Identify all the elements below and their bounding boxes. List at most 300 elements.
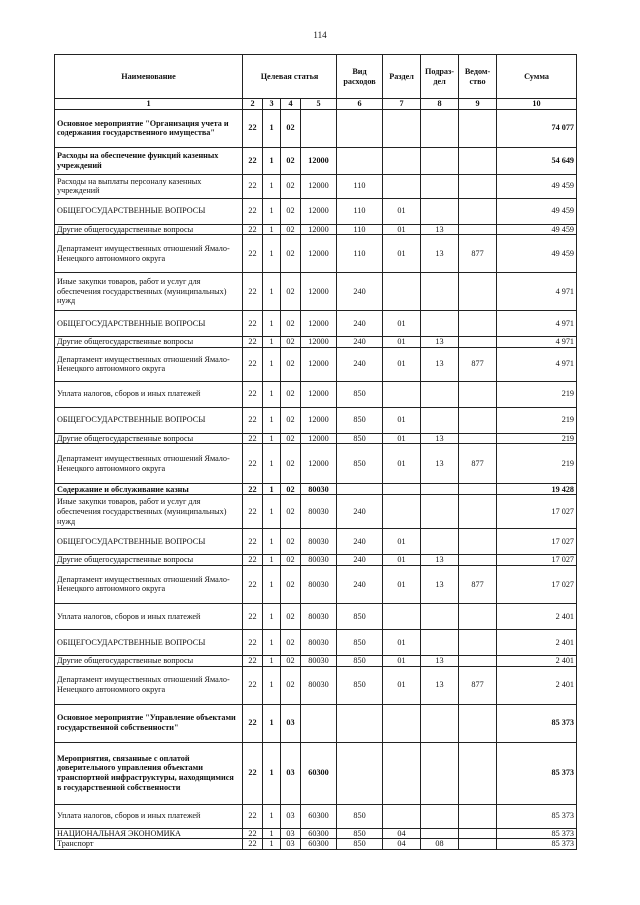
row-target-direction	[301, 109, 337, 147]
row-target-direction: 80030	[301, 655, 337, 666]
table-row	[55, 603, 577, 629]
row-target-activity: 02	[281, 603, 301, 629]
row-section: 01	[383, 235, 421, 273]
row-department	[459, 704, 497, 742]
table-row	[55, 147, 577, 174]
row-target-program: 22	[243, 655, 263, 666]
row-expense-type: 850	[337, 603, 383, 629]
row-section	[383, 804, 421, 828]
row-subsection	[421, 704, 459, 742]
row-section	[383, 147, 421, 174]
row-department	[459, 839, 497, 850]
row-amount: 2 401	[497, 629, 577, 655]
row-section: 01	[383, 407, 421, 433]
header-row	[55, 55, 577, 99]
row-target-subprogram: 1	[263, 444, 281, 484]
table-row	[55, 828, 577, 839]
row-section: 01	[383, 337, 421, 348]
row-expense-type	[337, 147, 383, 174]
row-target-subprogram: 1	[263, 273, 281, 311]
row-amount: 2 401	[497, 655, 577, 666]
row-expense-type: 850	[337, 381, 383, 407]
row-amount: 219	[497, 381, 577, 407]
row-section: 04	[383, 839, 421, 850]
row-name: Департамент имущественных отношений Ямало-Ненецкого автономного округа	[55, 666, 243, 704]
row-target-program: 22	[243, 337, 263, 348]
row-subsection	[421, 742, 459, 804]
row-name: НАЦИОНАЛЬНАЯ ЭКОНОМИКА	[55, 828, 243, 839]
row-expense-type: 240	[337, 273, 383, 311]
row-target-subprogram: 1	[263, 495, 281, 529]
row-expense-type: 240	[337, 347, 383, 381]
row-department	[459, 311, 497, 337]
row-target-activity: 02	[281, 565, 301, 603]
row-target-subprogram: 1	[263, 603, 281, 629]
header-amount: Сумма	[497, 55, 577, 99]
row-department	[459, 742, 497, 804]
row-expense-type	[337, 704, 383, 742]
row-section: 01	[383, 629, 421, 655]
row-target-subprogram: 1	[263, 337, 281, 348]
table-row	[55, 444, 577, 484]
row-target-direction: 80030	[301, 565, 337, 603]
row-target-subprogram: 1	[263, 484, 281, 495]
row-target-activity: 02	[281, 224, 301, 235]
row-department	[459, 337, 497, 348]
row-department	[459, 629, 497, 655]
row-subsection	[421, 311, 459, 337]
row-section	[383, 495, 421, 529]
row-expense-type	[337, 742, 383, 804]
row-subsection	[421, 147, 459, 174]
row-department: 877	[459, 347, 497, 381]
row-amount: 19 428	[497, 484, 577, 495]
page-number: 114	[313, 30, 327, 40]
row-target-activity: 02	[281, 381, 301, 407]
row-target-direction: 12000	[301, 147, 337, 174]
row-department	[459, 655, 497, 666]
row-target-activity: 02	[281, 433, 301, 444]
row-target-subprogram: 1	[263, 704, 281, 742]
row-section: 01	[383, 433, 421, 444]
row-subsection: 13	[421, 347, 459, 381]
row-amount: 219	[497, 444, 577, 484]
row-name: Департамент имущественных отношений Ямало-Ненецкого автономного округа	[55, 444, 243, 484]
row-target-subprogram: 1	[263, 828, 281, 839]
row-target-subprogram: 1	[263, 655, 281, 666]
row-target-direction: 12000	[301, 381, 337, 407]
row-target-subprogram: 1	[263, 407, 281, 433]
row-subsection	[421, 629, 459, 655]
row-target-program: 22	[243, 828, 263, 839]
row-amount: 49 459	[497, 174, 577, 198]
row-name: ОБЩЕГОСУДАРСТВЕННЫЕ ВОПРОСЫ	[55, 198, 243, 224]
row-target-program: 22	[243, 529, 263, 555]
row-expense-type: 850	[337, 444, 383, 484]
row-department	[459, 433, 497, 444]
row-target-activity: 02	[281, 311, 301, 337]
row-target-direction: 60300	[301, 828, 337, 839]
row-name: Расходы на обеспечение функций казенных учреждений	[55, 147, 243, 174]
row-target-direction: 80030	[301, 629, 337, 655]
row-name: Департамент имущественных отношений Ямало-Ненецкого автономного округа	[55, 565, 243, 603]
table-row	[55, 666, 577, 704]
row-target-program: 22	[243, 495, 263, 529]
row-target-activity: 02	[281, 555, 301, 566]
row-target-direction: 80030	[301, 555, 337, 566]
col-num: 7	[383, 99, 421, 110]
row-department	[459, 495, 497, 529]
row-subsection: 13	[421, 235, 459, 273]
row-amount: 54 649	[497, 147, 577, 174]
row-target-subprogram: 1	[263, 198, 281, 224]
row-target-program: 22	[243, 666, 263, 704]
row-amount: 219	[497, 407, 577, 433]
row-amount: 85 373	[497, 839, 577, 850]
row-subsection: 13	[421, 565, 459, 603]
row-amount: 49 459	[497, 224, 577, 235]
row-subsection	[421, 603, 459, 629]
row-amount: 85 373	[497, 704, 577, 742]
row-target-subprogram: 1	[263, 147, 281, 174]
row-target-direction: 12000	[301, 174, 337, 198]
table-row	[55, 224, 577, 235]
row-target-activity: 02	[281, 198, 301, 224]
row-target-direction: 60300	[301, 742, 337, 804]
row-target-direction: 12000	[301, 273, 337, 311]
row-name: Основное мероприятие "Организация учета и содержания государственного имущества"	[55, 109, 243, 147]
row-target-activity: 02	[281, 655, 301, 666]
row-department	[459, 224, 497, 235]
row-name: Расходы на выплаты персоналу казенных учреждений	[55, 174, 243, 198]
table-row	[55, 174, 577, 198]
row-target-direction: 12000	[301, 433, 337, 444]
row-target-subprogram: 1	[263, 381, 281, 407]
header-subsection: Подраз-дел	[421, 55, 459, 99]
row-target-activity: 02	[281, 235, 301, 273]
row-section: 04	[383, 828, 421, 839]
row-subsection: 13	[421, 433, 459, 444]
row-target-direction: 12000	[301, 407, 337, 433]
row-department	[459, 109, 497, 147]
row-target-direction: 12000	[301, 235, 337, 273]
row-subsection	[421, 828, 459, 839]
table-row	[55, 109, 577, 147]
row-amount: 17 027	[497, 529, 577, 555]
row-target-program: 22	[243, 603, 263, 629]
row-expense-type: 850	[337, 839, 383, 850]
row-target-subprogram: 1	[263, 742, 281, 804]
row-name: Другие общегосударственные вопросы	[55, 433, 243, 444]
table-row	[55, 655, 577, 666]
table-row	[55, 529, 577, 555]
row-target-activity: 02	[281, 347, 301, 381]
row-subsection: 08	[421, 839, 459, 850]
row-target-subprogram: 1	[263, 347, 281, 381]
row-target-activity: 02	[281, 484, 301, 495]
row-amount: 2 401	[497, 666, 577, 704]
row-target-activity: 02	[281, 495, 301, 529]
row-name: Транспорт	[55, 839, 243, 850]
row-subsection	[421, 273, 459, 311]
row-target-program: 22	[243, 198, 263, 224]
table-row	[55, 565, 577, 603]
row-name: Департамент имущественных отношений Ямало-Ненецкого автономного округа	[55, 235, 243, 273]
row-department	[459, 381, 497, 407]
table-row	[55, 407, 577, 433]
row-target-direction: 80030	[301, 495, 337, 529]
column-number-row	[55, 99, 577, 110]
row-name: Иные закупки товаров, работ и услуг для обеспечения государственных (муниципальных) нужд	[55, 495, 243, 529]
row-expense-type: 850	[337, 804, 383, 828]
row-expense-type: 850	[337, 655, 383, 666]
row-target-subprogram: 1	[263, 224, 281, 235]
row-name: Основное мероприятие "Управление объектами государственной собственности"	[55, 704, 243, 742]
row-name: Другие общегосударственные вопросы	[55, 224, 243, 235]
row-amount: 17 027	[497, 565, 577, 603]
col-num: 1	[55, 99, 243, 110]
row-target-program: 22	[243, 742, 263, 804]
row-expense-type: 850	[337, 433, 383, 444]
row-subsection	[421, 484, 459, 495]
row-section: 01	[383, 444, 421, 484]
table-row	[55, 198, 577, 224]
row-name: ОБЩЕГОСУДАРСТВЕННЫЕ ВОПРОСЫ	[55, 629, 243, 655]
row-name: ОБЩЕГОСУДАРСТВЕННЫЕ ВОПРОСЫ	[55, 529, 243, 555]
row-expense-type: 240	[337, 555, 383, 566]
row-subsection: 13	[421, 666, 459, 704]
row-subsection	[421, 529, 459, 555]
row-target-subprogram: 1	[263, 629, 281, 655]
header-expense-type: Вид расходов	[337, 55, 383, 99]
row-target-direction: 12000	[301, 337, 337, 348]
row-subsection	[421, 381, 459, 407]
row-expense-type: 240	[337, 565, 383, 603]
row-subsection	[421, 174, 459, 198]
row-amount: 85 373	[497, 828, 577, 839]
row-amount: 2 401	[497, 603, 577, 629]
row-name: Уплата налогов, сборов и иных платежей	[55, 804, 243, 828]
row-target-direction: 60300	[301, 804, 337, 828]
row-subsection	[421, 109, 459, 147]
row-expense-type: 240	[337, 529, 383, 555]
row-section: 01	[383, 198, 421, 224]
col-num: 8	[421, 99, 459, 110]
row-department	[459, 147, 497, 174]
row-amount: 219	[497, 433, 577, 444]
row-section	[383, 174, 421, 198]
row-target-activity: 03	[281, 704, 301, 742]
row-department	[459, 407, 497, 433]
row-department	[459, 828, 497, 839]
row-target-activity: 02	[281, 629, 301, 655]
row-section: 01	[383, 529, 421, 555]
row-target-activity: 02	[281, 666, 301, 704]
row-name: Другие общегосударственные вопросы	[55, 337, 243, 348]
row-target-activity: 02	[281, 444, 301, 484]
row-section	[383, 742, 421, 804]
row-amount: 49 459	[497, 235, 577, 273]
table-row	[55, 347, 577, 381]
row-subsection: 13	[421, 555, 459, 566]
row-target-subprogram: 1	[263, 174, 281, 198]
row-target-program: 22	[243, 484, 263, 495]
row-amount: 17 027	[497, 555, 577, 566]
row-target-activity: 03	[281, 742, 301, 804]
row-amount: 74 077	[497, 109, 577, 147]
row-target-program: 22	[243, 407, 263, 433]
row-name: Мероприятия, связанные с оплатой доверительного управления объектами транспортной инфраструктуры, находящимися в государственной собственности	[55, 742, 243, 804]
row-amount: 85 373	[497, 742, 577, 804]
row-target-direction	[301, 704, 337, 742]
row-target-direction: 60300	[301, 839, 337, 850]
row-name: Содержание и обслуживание казны	[55, 484, 243, 495]
table-row	[55, 337, 577, 348]
row-amount: 4 971	[497, 337, 577, 348]
col-num: 2	[243, 99, 263, 110]
row-subsection: 13	[421, 337, 459, 348]
row-department: 877	[459, 235, 497, 273]
col-num: 6	[337, 99, 383, 110]
row-name: Департамент имущественных отношений Ямало-Ненецкого автономного округа	[55, 347, 243, 381]
table-row	[55, 629, 577, 655]
row-target-program: 22	[243, 381, 263, 407]
row-department	[459, 174, 497, 198]
row-expense-type	[337, 484, 383, 495]
row-target-subprogram: 1	[263, 555, 281, 566]
row-target-program: 22	[243, 235, 263, 273]
row-amount: 17 027	[497, 495, 577, 529]
row-department	[459, 555, 497, 566]
row-target-program: 22	[243, 704, 263, 742]
row-target-subprogram: 1	[263, 565, 281, 603]
row-target-program: 22	[243, 224, 263, 235]
row-target-subprogram: 1	[263, 804, 281, 828]
row-name: ОБЩЕГОСУДАРСТВЕННЫЕ ВОПРОСЫ	[55, 311, 243, 337]
row-target-activity: 02	[281, 407, 301, 433]
row-target-subprogram: 1	[263, 839, 281, 850]
row-target-direction: 12000	[301, 311, 337, 337]
row-subsection	[421, 407, 459, 433]
row-department: 877	[459, 565, 497, 603]
table-row	[55, 555, 577, 566]
row-target-program: 22	[243, 804, 263, 828]
row-expense-type: 110	[337, 235, 383, 273]
row-section	[383, 484, 421, 495]
table-row	[55, 235, 577, 273]
row-target-activity: 02	[281, 109, 301, 147]
table-row	[55, 433, 577, 444]
row-section	[383, 273, 421, 311]
row-department: 877	[459, 666, 497, 704]
row-department	[459, 484, 497, 495]
row-name: Уплата налогов, сборов и иных платежей	[55, 381, 243, 407]
row-target-program: 22	[243, 174, 263, 198]
row-target-subprogram: 1	[263, 235, 281, 273]
row-target-activity: 03	[281, 804, 301, 828]
row-target-direction: 80030	[301, 484, 337, 495]
row-amount: 49 459	[497, 198, 577, 224]
table-row	[55, 839, 577, 850]
row-target-program: 22	[243, 629, 263, 655]
table-row	[55, 311, 577, 337]
row-target-activity: 03	[281, 828, 301, 839]
header-name: Наименование	[55, 55, 243, 99]
row-target-program: 22	[243, 109, 263, 147]
row-section	[383, 109, 421, 147]
budget-table	[54, 54, 577, 850]
row-amount: 85 373	[497, 804, 577, 828]
row-target-direction: 12000	[301, 444, 337, 484]
row-expense-type: 240	[337, 337, 383, 348]
row-subsection	[421, 495, 459, 529]
col-num: 10	[497, 99, 577, 110]
table-row	[55, 704, 577, 742]
row-target-direction: 12000	[301, 347, 337, 381]
col-num: 3	[263, 99, 281, 110]
row-expense-type	[337, 109, 383, 147]
row-target-activity: 02	[281, 174, 301, 198]
row-expense-type: 110	[337, 224, 383, 235]
row-department	[459, 198, 497, 224]
table-row	[55, 742, 577, 804]
row-subsection	[421, 198, 459, 224]
row-target-activity: 03	[281, 839, 301, 850]
row-section	[383, 704, 421, 742]
row-target-activity: 02	[281, 529, 301, 555]
row-section: 01	[383, 655, 421, 666]
header-target: Целевая статья	[243, 55, 337, 99]
row-target-program: 22	[243, 147, 263, 174]
table-row	[55, 381, 577, 407]
table-row	[55, 804, 577, 828]
row-target-program: 22	[243, 311, 263, 337]
row-department	[459, 529, 497, 555]
col-num: 5	[301, 99, 337, 110]
table-row	[55, 495, 577, 529]
row-subsection	[421, 804, 459, 828]
row-subsection: 13	[421, 444, 459, 484]
row-target-direction: 12000	[301, 198, 337, 224]
row-target-subprogram: 1	[263, 529, 281, 555]
row-target-activity: 02	[281, 147, 301, 174]
row-expense-type: 240	[337, 311, 383, 337]
table-row	[55, 273, 577, 311]
row-section: 01	[383, 347, 421, 381]
row-expense-type: 850	[337, 407, 383, 433]
row-target-program: 22	[243, 273, 263, 311]
row-target-direction: 80030	[301, 666, 337, 704]
row-section: 01	[383, 666, 421, 704]
row-target-subprogram: 1	[263, 433, 281, 444]
row-section: 01	[383, 224, 421, 235]
header-section: Раздел	[383, 55, 421, 99]
row-section	[383, 603, 421, 629]
row-target-direction: 12000	[301, 224, 337, 235]
row-name: ОБЩЕГОСУДАРСТВЕННЫЕ ВОПРОСЫ	[55, 407, 243, 433]
row-department	[459, 273, 497, 311]
header-department: Ведом-ство	[459, 55, 497, 99]
row-target-subprogram: 1	[263, 109, 281, 147]
row-target-activity: 02	[281, 273, 301, 311]
row-target-program: 22	[243, 555, 263, 566]
row-expense-type: 110	[337, 174, 383, 198]
row-target-subprogram: 1	[263, 311, 281, 337]
row-department	[459, 603, 497, 629]
row-amount: 4 971	[497, 347, 577, 381]
col-num: 4	[281, 99, 301, 110]
row-subsection: 13	[421, 655, 459, 666]
